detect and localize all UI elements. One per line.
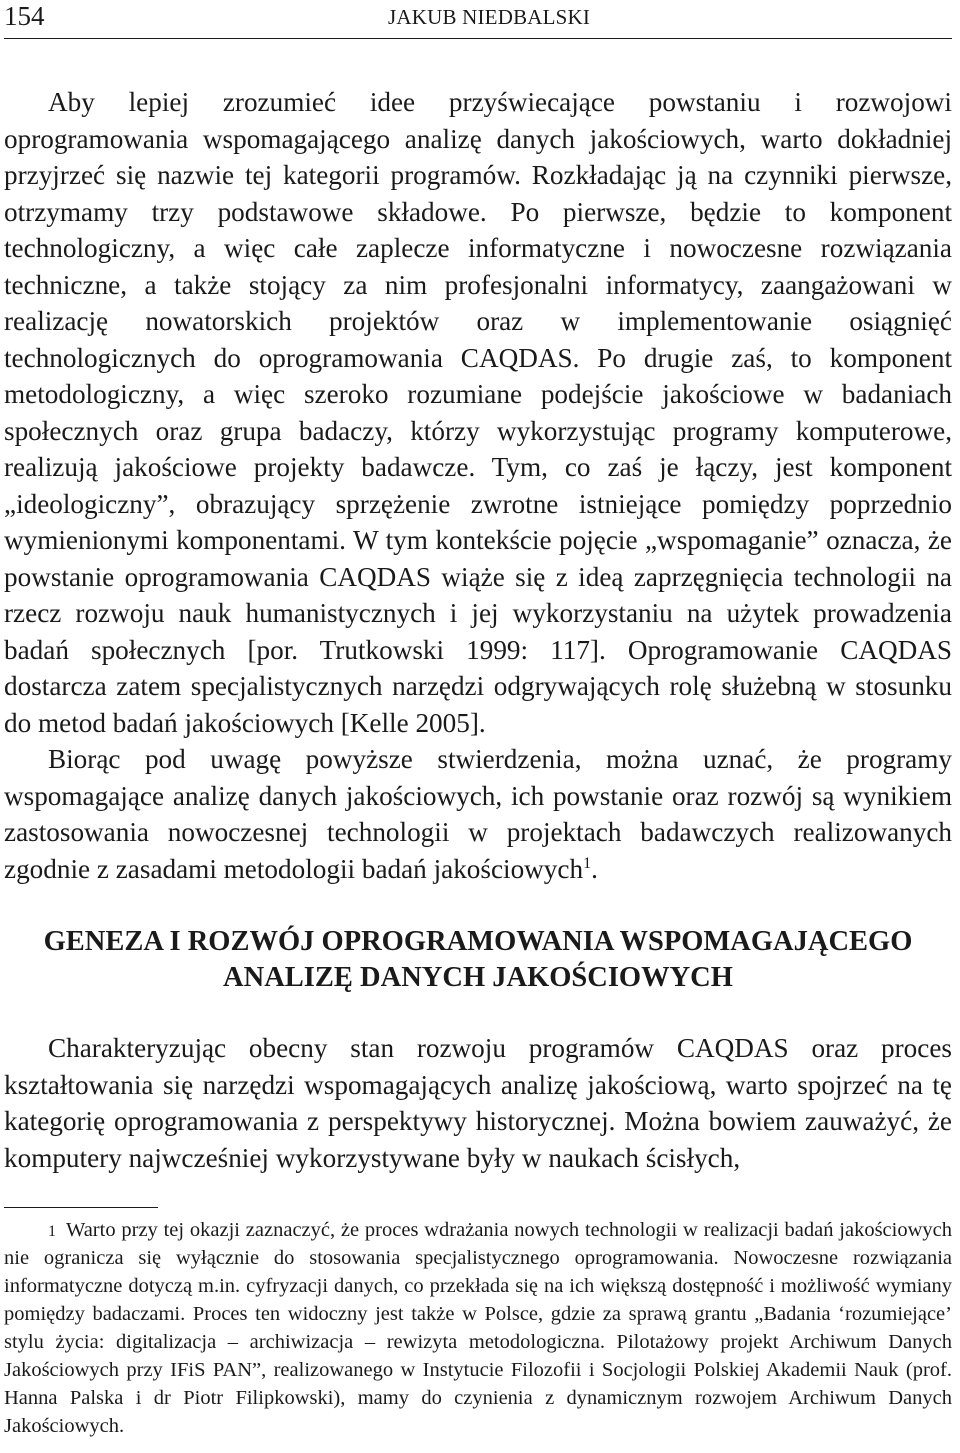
paragraph-1: Aby lepiej zrozumieć idee przyświecające powstaniu i rozwojowi oprogramowania wspomagającego analizę danych jakościowych, warto dokładniej przyjrzeć się nazwie tej kategorii programów. Rozkładając ją na czynniki pierwsze, otrzymamy trzy podstawowe składowe. Po pierwsze, będzie to komponent technologiczny, a więc całe zaplecze informatyczne i nowoczesne rozwiązania techniczne, a także stojący za nim profesjonalni informatycy, zaangażowani w realizację nowatorskich projektów oraz w implementowanie osiągnięć technologicznych do oprogramowania CAQDAS. Po drugie zaś, to komponent metodologiczny, a więc szeroko rozumiane podejście jakościowe w badaniach społecznych oraz grupa badaczy, którzy wykorzystując programy komputerowe, realizują jakościowe projekty badawcze. Tym, co zaś je łączy, jest komponent „ideologiczny”, obrazujący sprzężenie zwrotne istniejące pomiędzy poprzednio wymienionymi komponentami. W tym kontekście pojęcie „wspomaganie” oznacza, że powstanie oprogramowania CAQDAS wiąże się z ideą zaprzęgnięcia technologii na rzecz rozwoju nauk humanistycznych i jej wykorzystaniu na użytek prowadzenia badań społecznych [por. Trutkowski 1999: 117]. Oprogramowanie CAQDAS dostarcza zatem specjalistycznych narzędzi odgrywających rolę służebną w stosunku do metod badań jakościowych [Kelle 2005]. xyxy=(4,87,952,738)
section-text-block xyxy=(4,1030,952,1176)
main-text-block xyxy=(4,84,952,887)
footnote-reference: 1 xyxy=(583,854,592,872)
section-heading-line-1: GENEZA I ROZWÓJ OPROGRAMOWANIA WSPOMAGAJĄCEGO xyxy=(43,926,913,957)
section-paragraph: Charakteryzując obecny stan rozwoju programów CAQDAS oraz proces kształtowania się narzędzi wspomagających analizę jakościową, warto spojrzeć na tę kategorię oprogramowania z perspektywy historycznej. Można bowiem zauważyć, że komputery najwcześniej wykorzystywane były w naukach ścisłych, xyxy=(4,1033,952,1173)
page-header xyxy=(0,0,960,38)
footnote-mark: 1 xyxy=(48,1223,56,1240)
footnote-text: Warto przy tej okazji zaznaczyć, że proces wdrażania nowych technologii w realizacji badań jakościowych nie ogranicza się wyłącznie do stosowania specjalistycznego oprogramowania. Nowoczesne rozwiązania informatyczne dotyczą m.in. cyfryzacji danych, co przekłada się na ich większą dostępność i możliwość wymiany pomiędzy badaczami. Proces ten widoczny jest także w Polsce, gdzie za sprawą grantu „Badania ‘rozumiejące’ stylu życia: digitalizacja – archiwizacja – rewizyta metodologiczna. Pilotażowy projekt Archiwum Danych Jakościowych przy IFiS PAN”, realizowanego w Instytucie Filozofii i Socjologii Polskiej Akademii Nauk (prof. Hanna Palska i dr Piotr Filipkowski), mamy do czynienia z dynamicznym rozwojem Archiwum Danych Jakościowych. xyxy=(4,1219,952,1437)
page-number: 154 xyxy=(4,1,45,31)
header-rule xyxy=(4,38,952,39)
paragraph-2-end: . xyxy=(591,853,598,884)
section-heading xyxy=(4,924,952,996)
paragraph-2-text: Biorąc pod uwagę powyższe stwierdzenia, można uznać, że programy wspomagające analizę danych jakościowych, ich powstanie oraz rozwój są wynikiem zastosowania nowoczesnej technologii w projektach badawczych realizowanych zgodnie z zasadami metodologii badań jakościowych xyxy=(4,744,952,884)
footnote-rule xyxy=(4,1207,158,1208)
paragraph-2 xyxy=(4,741,952,887)
section-heading-line-2: ANALIZĘ DANYCH JAKOŚCIOWYCH xyxy=(223,962,733,993)
running-head: JAKUB NIEDBALSKI xyxy=(388,5,591,29)
footnote xyxy=(4,1216,952,1440)
